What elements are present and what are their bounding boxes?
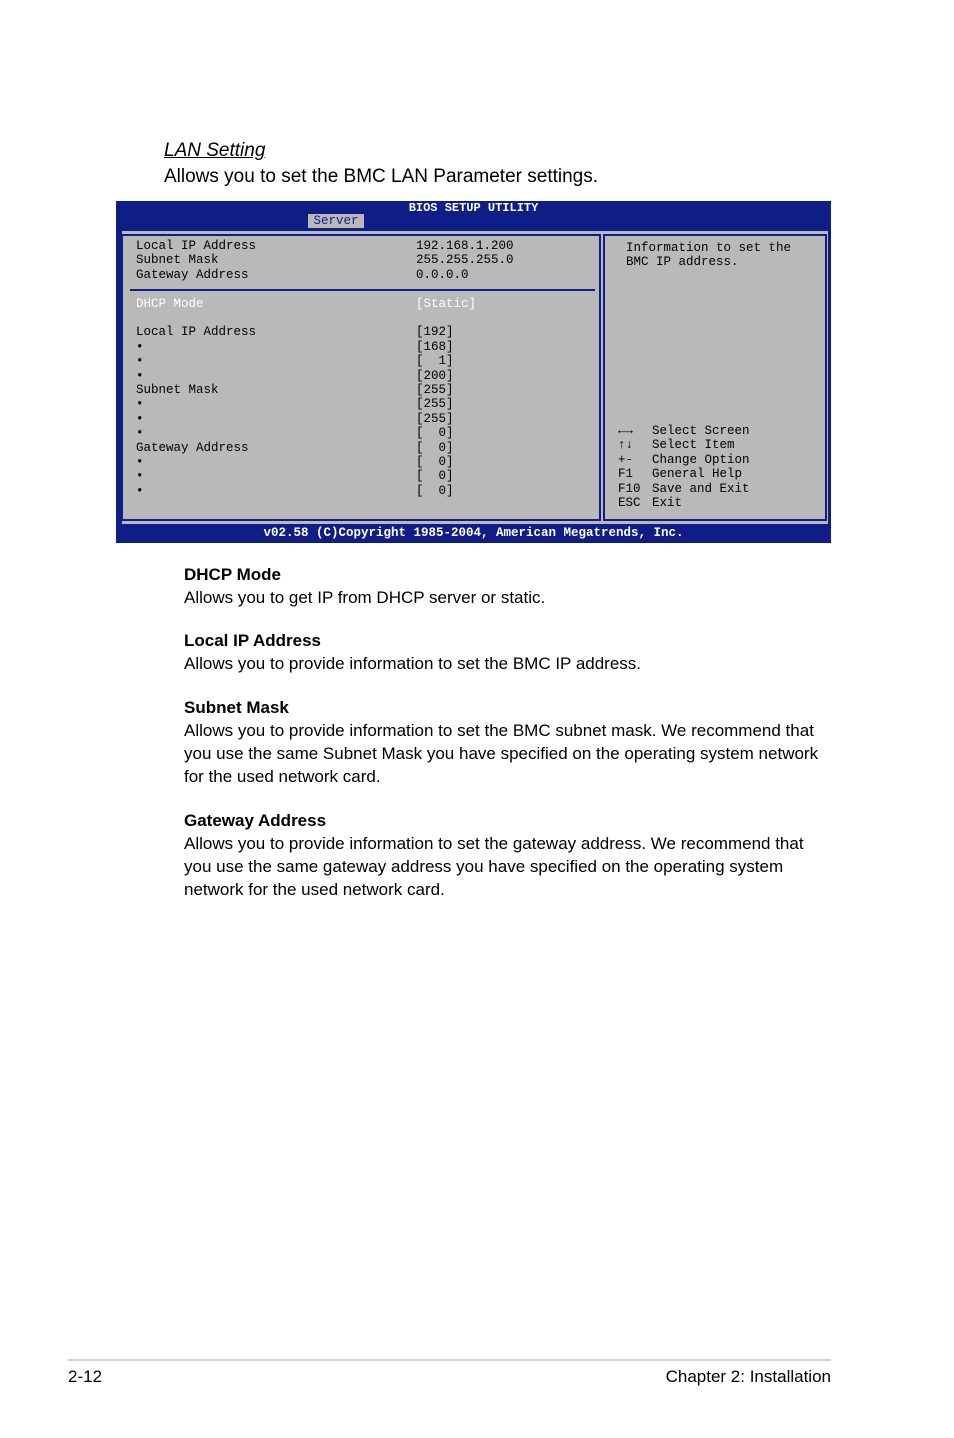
- key-name: ↑↓: [618, 438, 634, 453]
- description-text: Allows you to provide information to set the BMC subnet mask. We recommend that you use the same Subnet Mask you have specified on the operating system network for the used network card.: [184, 721, 819, 786]
- setting-label: •: [136, 354, 144, 369]
- section-title: LAN Setting: [164, 140, 266, 161]
- info-value: 192.168.1.200: [416, 239, 514, 253]
- key-legend-item: [618, 453, 750, 467]
- bios-header: [116, 201, 831, 231]
- setting-row[interactable]: [136, 455, 454, 469]
- setting-label: •: [136, 397, 144, 412]
- setting-row[interactable]: [136, 325, 454, 339]
- tab-server[interactable]: Server: [308, 214, 364, 228]
- setting-label: Local IP Address: [136, 325, 257, 340]
- bios-footer: v02.58 (C)Copyright 1985-2004, American Megatrends, Inc.: [116, 524, 831, 543]
- key-name: F1: [618, 467, 634, 482]
- setting-row[interactable]: [136, 369, 454, 383]
- description-block: [184, 809, 834, 901]
- help-text: Information to set the BMC IP address.: [626, 241, 799, 270]
- key-action: Save and Exit: [652, 481, 750, 496]
- page-number: 2-12: [68, 1367, 103, 1386]
- key-action: General Help: [652, 467, 743, 482]
- key-action: Change Option: [652, 452, 750, 467]
- setting-label: •: [136, 483, 144, 498]
- setting-value[interactable]: [ 0]: [416, 426, 454, 441]
- setting-row[interactable]: [136, 340, 454, 354]
- setting-row: [136, 311, 416, 325]
- info-label: Gateway Address: [136, 267, 249, 282]
- key-name: +-: [618, 452, 634, 467]
- key-action: Select Item: [652, 438, 735, 453]
- key-name: ESC: [618, 495, 641, 510]
- setting-row[interactable]: [136, 383, 454, 397]
- setting-value[interactable]: [200]: [416, 368, 454, 383]
- setting-row[interactable]: [136, 426, 454, 440]
- key-action: Select Screen: [652, 424, 750, 438]
- info-value: 255.255.255.0: [416, 253, 514, 268]
- info-row: [136, 253, 514, 267]
- key-action: Exit: [652, 495, 683, 510]
- setting-label: •: [136, 368, 144, 383]
- setting-label: •: [136, 339, 144, 354]
- description-heading: DHCP Mode: [184, 565, 281, 584]
- setting-label: Subnet Mask: [136, 382, 219, 397]
- setting-row[interactable]: [136, 412, 454, 426]
- description-heading: Gateway Address: [184, 811, 327, 830]
- description-heading: Subnet Mask: [184, 698, 289, 717]
- key-legend-item: [618, 467, 750, 481]
- key-legend-item: [618, 496, 750, 510]
- setting-value[interactable]: [ 0]: [416, 469, 454, 484]
- description-block: [184, 629, 834, 675]
- setting-label: •: [136, 469, 144, 484]
- setting-row[interactable]: [136, 469, 454, 483]
- description-text: Allows you to get IP from DHCP server or static.: [184, 588, 546, 607]
- key-legend-item: [618, 424, 750, 438]
- description-block: [184, 563, 834, 609]
- bios-screen: [116, 201, 831, 543]
- description-block: [184, 696, 834, 788]
- description-heading: Local IP Address: [184, 631, 321, 650]
- section-divider: [130, 289, 595, 291]
- setting-label: •: [136, 454, 144, 469]
- key-name: F10: [618, 481, 641, 496]
- info-value: 0.0.0.0: [416, 267, 469, 282]
- setting-value[interactable]: [ 0]: [416, 483, 454, 498]
- info-label: Local IP Address: [136, 239, 257, 253]
- setting-row[interactable]: [136, 441, 454, 455]
- footer-rule: [68, 1359, 831, 1361]
- info-label: Subnet Mask: [136, 253, 219, 268]
- description-text: Allows you to provide information to set the gateway address. We recommend that you use the same gateway address you have specified on the operating system network for the used network card.: [184, 834, 804, 899]
- key-legend-item: [618, 438, 750, 452]
- setting-value[interactable]: [255]: [416, 382, 454, 397]
- setting-value[interactable]: [ 0]: [416, 454, 454, 469]
- info-row: [136, 239, 514, 253]
- setting-value[interactable]: [Static]: [416, 296, 477, 311]
- setting-value[interactable]: [255]: [416, 411, 454, 426]
- setting-label: •: [136, 411, 144, 426]
- setting-value[interactable]: [192]: [416, 325, 454, 340]
- setting-row[interactable]: [136, 397, 454, 411]
- setting-value[interactable]: [ 1]: [416, 354, 454, 369]
- setting-value[interactable]: [ 0]: [416, 440, 454, 455]
- key-legend: [618, 424, 750, 510]
- setting-row-selected[interactable]: [136, 297, 476, 311]
- setting-label: Gateway Address: [136, 440, 249, 455]
- setting-row[interactable]: [136, 484, 454, 498]
- setting-value[interactable]: [255]: [416, 397, 454, 412]
- description-text: Allows you to provide information to set the BMC IP address.: [184, 654, 642, 673]
- section-intro: Allows you to set the BMC LAN Parameter settings.: [164, 166, 599, 187]
- setting-value[interactable]: [168]: [416, 339, 454, 354]
- setting-label: DHCP Mode: [136, 296, 204, 311]
- key-name: ←→: [618, 424, 634, 438]
- setting-label: •: [136, 426, 144, 441]
- chapter-label: Chapter 2: Installation: [665, 1367, 831, 1386]
- bios-title: BIOS SETUP UTILITY: [408, 201, 539, 215]
- key-legend-item: [618, 482, 750, 496]
- bios-frame-right: [828, 231, 831, 524]
- info-row: [136, 268, 469, 282]
- setting-row[interactable]: [136, 354, 454, 368]
